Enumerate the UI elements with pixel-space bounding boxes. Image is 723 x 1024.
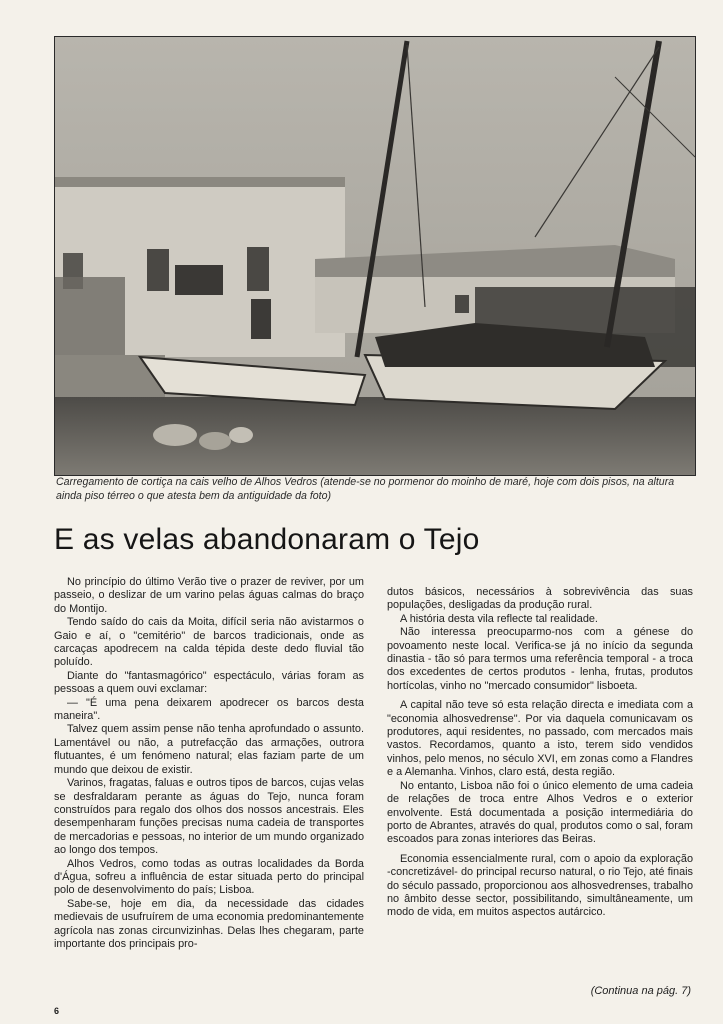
paragraph: No entanto, Lisboa não foi o único elemento de uma cadeia de relações de troca entre Alhos Vedros e o exterior envolvente. Está documentada a posição intermediária do porto de Abrantes, através do qual, produtos como o sal, foram escoados para zonas interiores das Beiras. [387, 779, 693, 846]
paragraph: Sabe-se, hoje em dia, da necessidade das cidades medievais de usufruírem de uma economia predominantemente agrícola nas zonas circunvizinhas. Delas lhes chegaram, parte importante dos principais pro- [54, 897, 364, 950]
paragraph: dutos básicos, necessários à sobrevivência das suas populações, desligadas da produção rural. [387, 586, 693, 612]
paragraph: Talvez quem assim pense não tenha aprofundado o assunto. Lamentável ou não, a putrefacção das armações, outrora flutuantes, é um fenómeno natural; elas faziam parte de um mundo que deixou de existir. [54, 723, 364, 776]
paragraph: Não interessa preocuparmo-nos com a génese do povoamento neste local. Verifica-se já no início da segunda dinastia - tão só para termos uma referência temporal - a troca dos excedentes de certos produtos - lenha, frutas, produtos hortícolas, vinho no "mercado consumidor" lisboeta. [387, 626, 693, 692]
paragraph: Alhos Vedros, como todas as outras localidades da Borda d'Água, sofreu a influência de estar situada perto do principal polo de desenvolvimento do país; Lisboa. [54, 857, 364, 897]
paragraph: Varinos, fragatas, faluas e outros tipos de barcos, cujas velas se desfraldaram perante as águas do Tejo, nunca foram construídos para regalo dos olhos dos nossos ancestrais. Eles desempenharam funções precisas numa cadeia de transportes de mercadorias e pessoas, no interior de um mundo organizado ao longo dos tempos. [54, 777, 364, 857]
paragraph: Tendo saído do cais da Moita, difícil seria não avistarmos o Gaio e aí, o "cemitério" de barcos tradicionais, onde as carcaças apodrecem na calda tépida deste dedo fluvial tão poluído. [54, 616, 364, 669]
paragraph: — "É uma pena deixarem apodrecer os barcos desta maneira". [54, 696, 364, 723]
article-photo [54, 36, 696, 476]
article-headline: E as velas abandonaram o Tejo [54, 523, 480, 556]
photo-caption: Carregamento de cortiça na cais velho de Alhos Vedros (atende-se no pormenor do moinho de maré, hoje com dois pisos, na altura ainda piso térreo o que atesta bem da antiguidade da foto) [56, 476, 675, 502]
page-number: 6 [54, 1006, 60, 1016]
paragraph: A história desta vila reflecte tal realidade. [400, 612, 598, 625]
paragraph: Economia essencialmente rural, com o apoio da exploração -concretizável- do principal recurso natural, o rio Tejo, até finais do século passado, proporcionou aos alhosvedrenses, trabalho no âmbito desse sector, possibilitando, simultâneamente, um modo de vida, em muitos aspectos autárcico. [387, 852, 693, 919]
article-left-column [54, 576, 364, 951]
paragraph: A capital não teve só esta relação directa e imediata com a "economia alhosvedrense". Por via daquela comunicavam os produtores, aqui residentes, no passado, com mercados mais vastos. Recordamos, quanto a isto, terem sido vendidos vinhos, pelo menos, no século XVI, em zonas como a Flandres e a Alemanha. Vinhos, claro está, desta região. [387, 699, 693, 779]
paragraph: Diante do "fantasmagórico" espectáculo, várias foram as pessoas a quem ouvi exclamar: [54, 669, 364, 696]
photo-illustration [55, 37, 695, 475]
continued-note: (Continua na pág. 7) [590, 985, 691, 997]
paragraph: No princípio do último Verão tive o prazer de reviver, por um passeio, o deslizar de um varino pelas águas calmas do braço do Montijo. [54, 576, 364, 615]
article-right-column [387, 586, 693, 920]
